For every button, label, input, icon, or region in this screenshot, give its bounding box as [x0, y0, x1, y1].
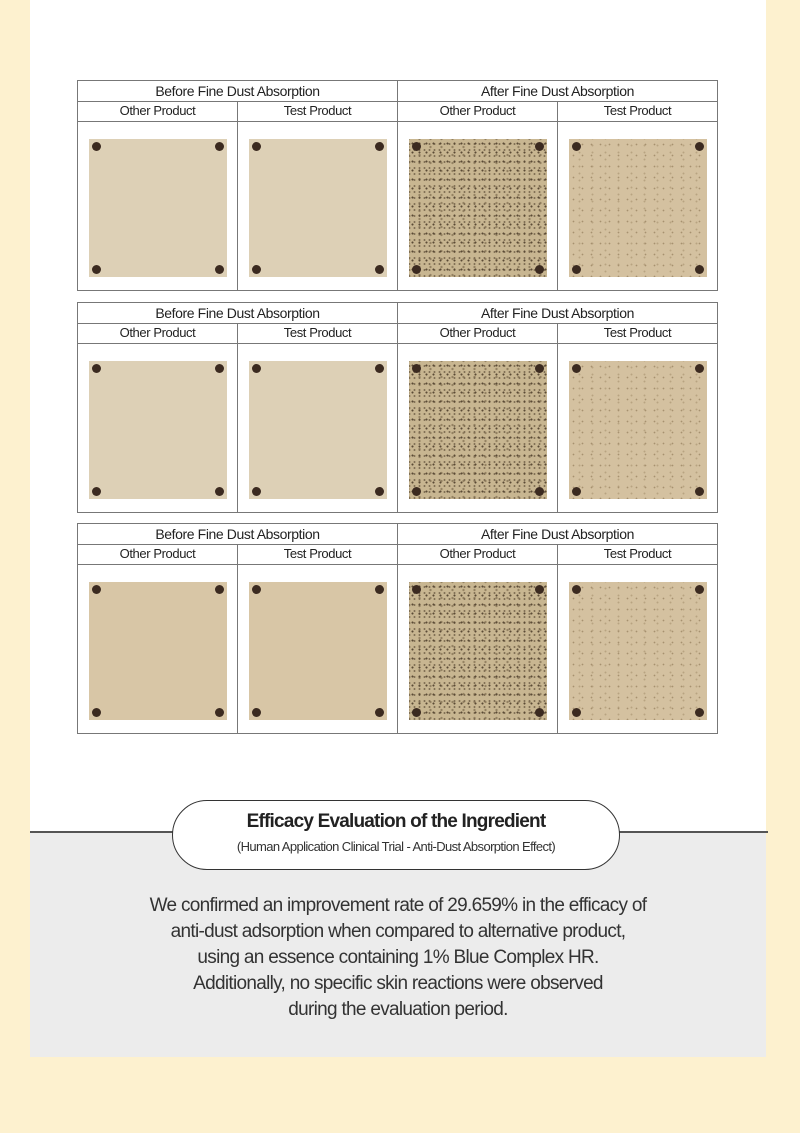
sample-cell — [557, 122, 717, 290]
column-header: Other Product — [397, 101, 557, 121]
evaluation-description — [30, 893, 766, 1023]
sample-image — [409, 361, 547, 499]
sample-cell — [78, 344, 237, 512]
column-header: Other Product — [119, 103, 196, 118]
column-header: Other Product — [119, 325, 196, 340]
sample-cell — [237, 122, 397, 290]
sample-image — [89, 361, 227, 499]
sample-image — [249, 582, 387, 720]
before-header: Before Fine Dust Absorption — [155, 83, 320, 99]
comparison-table — [77, 302, 718, 513]
after-header: After Fine Dust Absorption — [397, 81, 717, 101]
sample-cell — [397, 122, 557, 290]
description-line: Additionally, no specific skin reactions were observed — [193, 973, 603, 994]
sample-cell — [557, 565, 717, 733]
sample-image — [409, 582, 547, 720]
sample-cell — [397, 565, 557, 733]
column-header: Test Product — [237, 101, 397, 121]
description-line: using an essence containing 1% Blue Complex HR. — [197, 947, 599, 968]
column-header: Test Product — [237, 323, 397, 343]
column-header: Test Product — [557, 323, 717, 343]
sample-cell — [237, 344, 397, 512]
sample-image — [409, 139, 547, 277]
evaluation-subtitle: (Human Application Clinical Trial - Anti-Dust Absorption Effect) — [236, 839, 556, 854]
sample-image — [89, 582, 227, 720]
sample-image — [569, 139, 707, 277]
column-header: Test Product — [557, 101, 717, 121]
description-line: We confirmed an improvement rate of 29.659% in the efficacy of — [149, 895, 647, 916]
sample-cell — [557, 344, 717, 512]
sample-image — [249, 139, 387, 277]
evaluation-title: Efficacy Evaluation of the Ingredient — [246, 811, 546, 832]
before-header: Before Fine Dust Absorption — [155, 305, 320, 321]
column-header: Other Product — [397, 544, 557, 564]
after-header: After Fine Dust Absorption — [397, 524, 717, 544]
sample-cell — [397, 344, 557, 512]
column-header: Other Product — [119, 546, 196, 561]
sample-cell — [78, 122, 237, 290]
sample-image — [569, 361, 707, 499]
after-header: After Fine Dust Absorption — [397, 303, 717, 323]
sample-cell — [78, 565, 237, 733]
sample-image — [249, 361, 387, 499]
sample-image — [569, 582, 707, 720]
evaluation-title-pill — [172, 800, 620, 870]
description-line: anti-dust adsorption when compared to alternative product, — [170, 921, 626, 942]
description-line: during the evaluation period. — [288, 999, 508, 1020]
column-header: Test Product — [557, 544, 717, 564]
comparison-table — [77, 523, 718, 734]
sample-cell — [237, 565, 397, 733]
before-header: Before Fine Dust Absorption — [155, 526, 320, 542]
sample-image — [89, 139, 227, 277]
column-header: Other Product — [397, 323, 557, 343]
comparison-table — [77, 80, 718, 291]
column-header: Test Product — [237, 544, 397, 564]
